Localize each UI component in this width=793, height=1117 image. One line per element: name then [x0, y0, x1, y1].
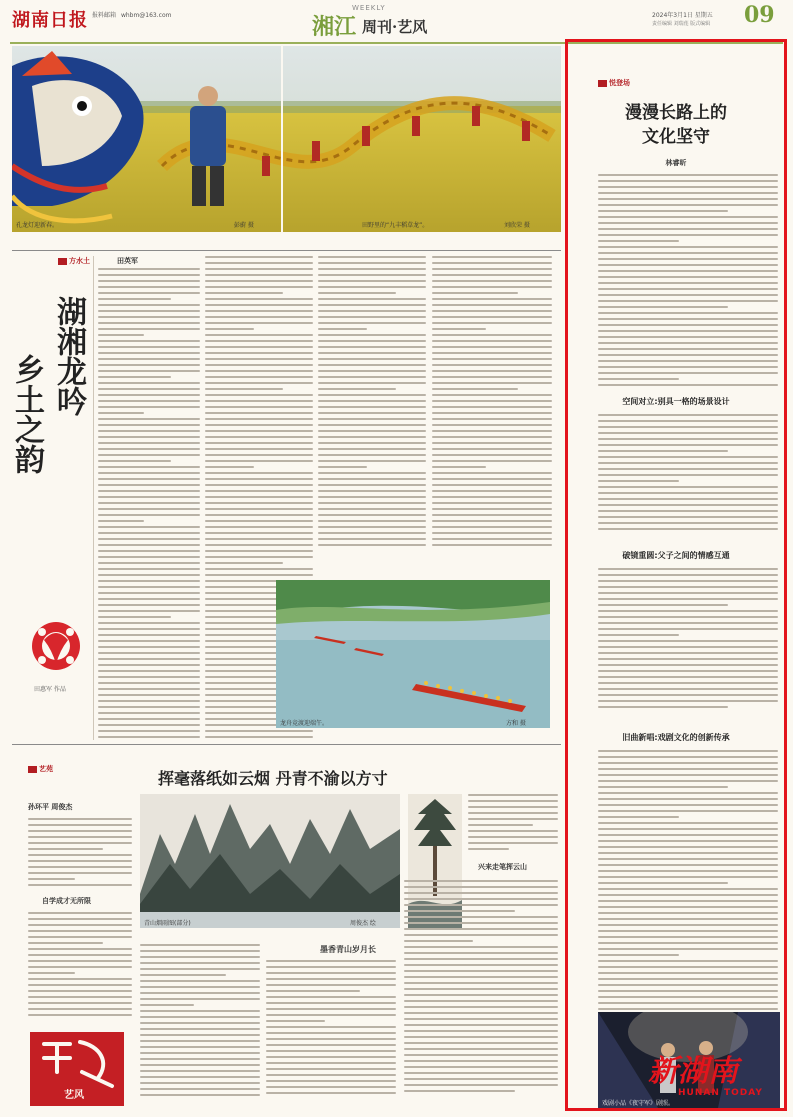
painting-credit: 周俊杰 绘 [350, 920, 376, 927]
feature-title-line1: 漫漫长路上的 [625, 103, 727, 123]
date-line: 2024年3月1日 星期五 [652, 12, 713, 19]
lead-body-col1 [98, 268, 200, 740]
report-email: whbm@163.com [120, 12, 172, 19]
lead-title-line1: 湖湘龙吟 [51, 296, 86, 416]
ink-landscape-art [140, 794, 400, 928]
editor-line: 责任编辑 刘瑞莲 版式编辑 [652, 21, 711, 27]
watermark-sub: HUNAN TODAY [678, 1088, 763, 1098]
feature-byline: 林睿昕 [665, 159, 687, 167]
art-caption: 艺风 [64, 1090, 84, 1101]
bottom-body-col4b [404, 880, 558, 1104]
bottom-section-tag [28, 764, 53, 774]
bottom-byline: 孙环平 周俊杰 [28, 803, 73, 811]
bottom-tag-label: 艺苑 [39, 765, 53, 773]
lead-section-tag [58, 256, 90, 266]
river-credit: 方和 摄 [506, 720, 526, 727]
bottom-body-col4a [468, 794, 558, 854]
feature-sub2: 破镜重圆:父子之间的情感互通 [622, 551, 730, 560]
lead-body-col3 [318, 256, 426, 550]
river-caption: 龙舟竞渡迎端午。 [280, 720, 329, 727]
bottom-sub1: 自学成才无所限 [42, 897, 91, 905]
watermark [648, 1046, 788, 1112]
lead-tag-label: 方水土 [69, 257, 90, 265]
paper-cut-icon [30, 620, 82, 680]
feature-box [565, 39, 787, 1111]
feature-tag [598, 78, 630, 88]
bottom-sub3: 墨香青山岁月长 [320, 945, 376, 954]
photo-caption-left: 孔龙灯迎新春。 [16, 222, 59, 229]
newspaper-logo: 湖南日报 [12, 10, 88, 31]
stamp-caption: 田惠军 作品 [34, 686, 66, 693]
lead-col-divider [93, 256, 94, 740]
lead-title-line2: 乡土之韵 [9, 354, 44, 474]
bottom-section-rule [12, 744, 561, 745]
landscape-painting [140, 794, 400, 928]
paper-cut-stamp [30, 620, 82, 680]
photo-credit-right: 刘欣荣 摄 [504, 222, 530, 229]
report-label: 报料邮箱 [92, 12, 117, 19]
dragon-boat-photo [276, 580, 550, 728]
stage-photo-caption: 戏剧小品《夜守军》剧照。 [602, 1100, 675, 1107]
column-latin: WEEKLY [352, 4, 386, 12]
bottom-body-col3 [266, 960, 396, 1104]
column-subtitle: 周刊·艺风 [362, 18, 428, 36]
section-rule [12, 250, 561, 251]
bottom-body-col2 [140, 944, 260, 1104]
watermark-text: 新湖南 [648, 1054, 738, 1089]
feature-body-1 [598, 174, 778, 394]
lead-byline: 田英军 [117, 257, 138, 265]
column-name: 湘江 [312, 14, 357, 40]
feature-body-2 [598, 414, 778, 538]
photo-caption-right: 田野里的“九丰稻草龙”。 [362, 222, 429, 229]
bottom-body-col1b [28, 912, 132, 1022]
calligraphy-art [30, 1032, 124, 1106]
page-number: 09 [744, 2, 775, 28]
feature-title-line2: 文化坚守 [642, 127, 710, 147]
feature-body-4 [598, 750, 778, 1030]
top-photo [12, 46, 561, 232]
bottom-sub2: 兴来走笔挥云山 [478, 863, 527, 871]
photo-credit-left: 彭蔚 摄 [234, 222, 254, 229]
feature-sub1: 空间对立:别具一格的场景设计 [622, 397, 730, 406]
feature-sub3: 旧曲新唱:戏剧文化的创新传承 [622, 733, 730, 742]
painting-caption: 青山烟雨图(部分) [144, 920, 191, 927]
river-photo [276, 580, 550, 728]
bottom-title: 挥毫落纸如云烟 丹青不渝以方寸 [158, 769, 388, 788]
lead-body-col4 [432, 256, 552, 550]
feature-body-3 [598, 568, 778, 720]
feature-tag-label: 悦登场 [609, 79, 630, 87]
dragon-field-photo [12, 46, 561, 232]
lead-title [9, 296, 86, 566]
bottom-body-col1 [28, 818, 132, 892]
report-email-label [92, 10, 171, 19]
